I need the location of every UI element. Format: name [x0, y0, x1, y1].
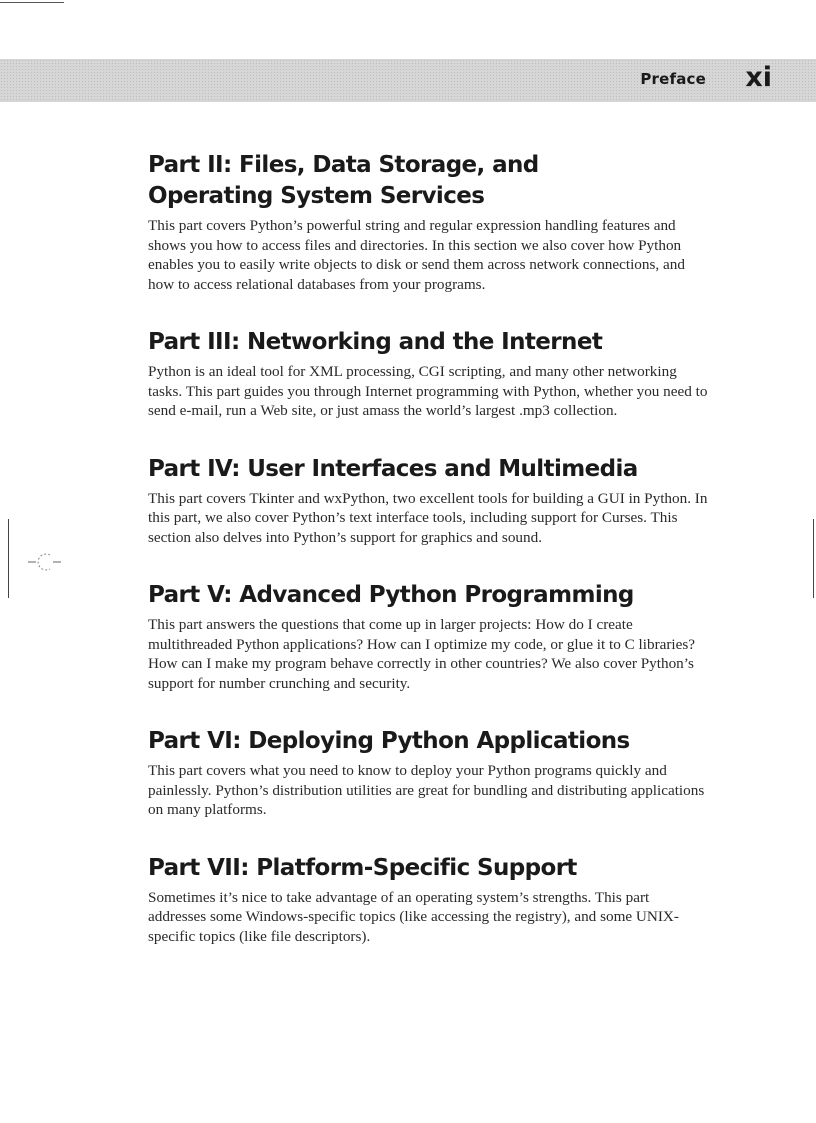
section-body: This part covers what you need to know to deploy your Python programs quickly and painlessly. Python’s distribution utilities are great for bundling and distributing applications on many platforms. — [148, 762, 705, 818]
section-part-2 — [148, 150, 710, 294]
section-title-line: Part II: Files, Data Storage, and — [148, 152, 539, 178]
right-margin-rule — [813, 519, 814, 598]
section-part-5 — [148, 580, 710, 693]
section-title-line: Operating System Services — [148, 183, 485, 209]
left-margin-rule — [8, 519, 9, 598]
section-part-6 — [148, 726, 710, 820]
section-body: This part covers Tkinter and wxPython, two excellent tools for building a GUI in Python. In this part, we also cover Python’s text interface tools, including support for Curses. This section also delves into Python’s support for graphics and sound. — [148, 489, 708, 546]
main-content — [148, 150, 710, 979]
section-part-3 — [148, 327, 710, 421]
section-title: Part VI: Deploying Python Applications — [148, 728, 630, 754]
section-body: This part covers Python’s powerful string and regular expression handling features and shows you how to access files and directories. In this section we also cover how Python enables you to easily write objects to disk or send them across network connections, and how to access relational databases from your programs. — [148, 217, 685, 293]
section-title: Part IV: User Interfaces and Multimedia — [148, 455, 638, 482]
section-title: Part VII: Platform-Specific Support — [148, 854, 577, 881]
section-part-7 — [148, 853, 710, 947]
section-title: Part V: Advanced Python Programming — [148, 582, 634, 608]
section-part-4 — [148, 454, 710, 548]
section-body: This part answers the questions that come up in larger projects: How do I create multithreaded Python applications? How can I optimize my code, or glue it to C libraries? How can I make my program behave correctly in other countries? We also cover Python’s support for number crunching and security. — [148, 616, 696, 692]
corner-rule — [0, 2, 64, 3]
section-title: Part III: Networking and the Internet — [148, 329, 603, 355]
running-header-section: Preface — [640, 70, 706, 88]
section-title — [148, 150, 710, 212]
page-number: xi — [745, 62, 772, 93]
section-body: Sometimes it’s nice to take advantage of an operating system’s strengths. This part addresses some Windows-specific topics (like accessing the registry), and some UNIX-specific topics (like file descriptors). — [148, 888, 679, 945]
section-body: Python is an ideal tool for XML processing, CGI scripting, and many other networking tasks. This part guides you through Internet programming with Python, whether you need to send e-mail, run a Web site, or just amass the world’s largest .mp3 collection. — [148, 363, 708, 419]
registration-mark-icon — [28, 551, 62, 573]
